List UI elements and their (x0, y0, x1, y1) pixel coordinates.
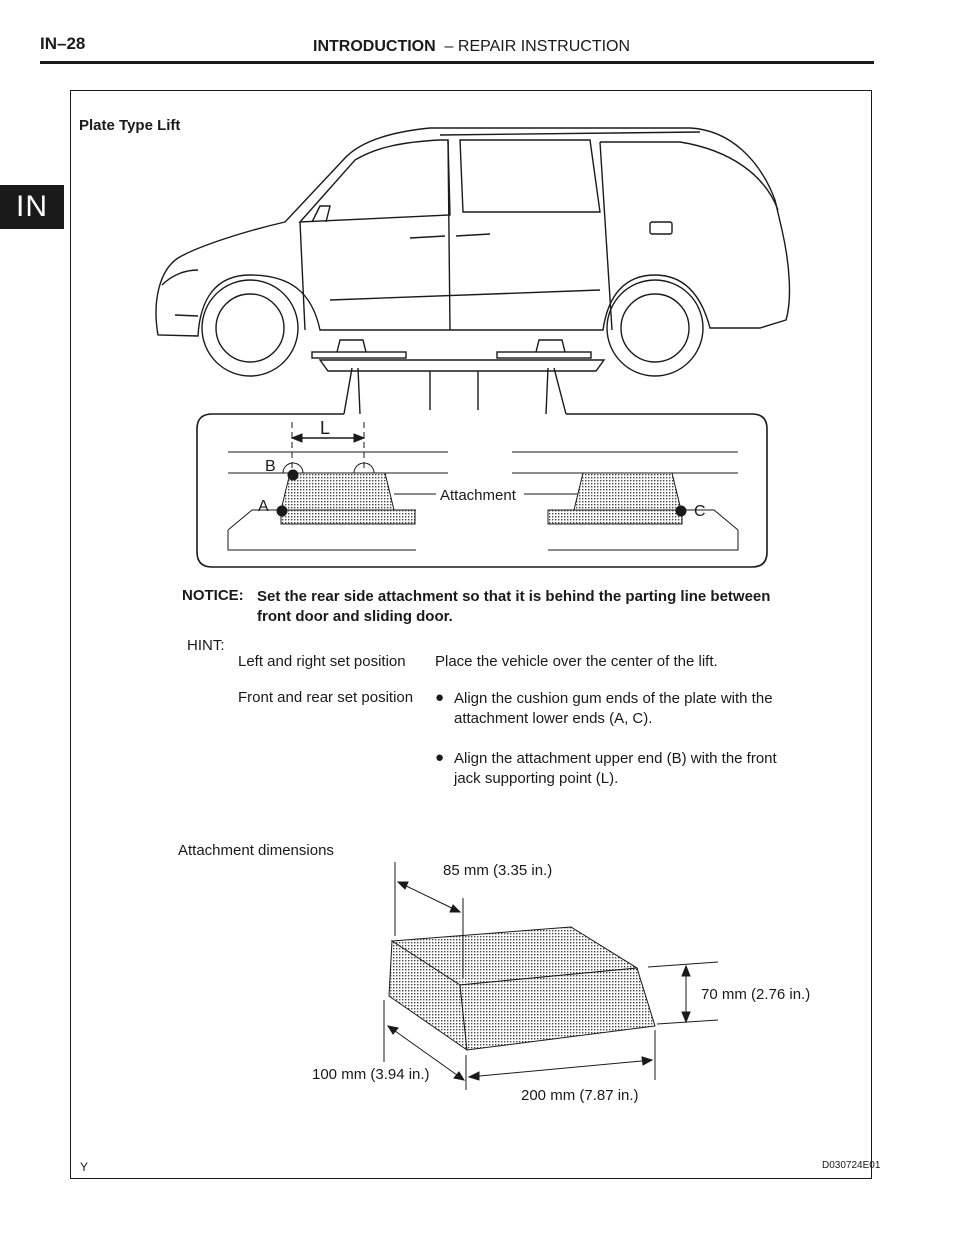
hint-row-2-right: Align the cushion gum ends of the plate with the attachment lower ends (A, C). (454, 690, 773, 727)
hint-row-3-right: Align the attachment upper end (B) with the front jack supporting point (L). (454, 750, 777, 787)
label-attachment: Attachment (440, 487, 516, 504)
page-number: IN–28 (40, 34, 86, 53)
dimensions-title: Attachment dimensions (178, 842, 334, 859)
figure-title: Plate Type Lift (79, 117, 181, 134)
attachment-3d (389, 927, 655, 1050)
dim-height: 70 mm (2.76 in.) (701, 986, 811, 1003)
notice-label: NOTICE: (182, 587, 244, 604)
label-b: B (265, 458, 276, 475)
hint-row-2-left: Front and rear set position (238, 689, 414, 706)
label-l: L (320, 418, 331, 438)
section-title-rest: – REPAIR INSTRUCTION (444, 38, 631, 55)
van-illustration (156, 128, 789, 376)
hint-row-3-bullet: ● (435, 749, 445, 766)
lift-plate (312, 340, 604, 414)
figure-code: D030724E01 (822, 1160, 881, 1171)
hint-row-1-left: Left and right set position (238, 653, 406, 670)
label-a: A (258, 498, 269, 515)
hint-row-2-bullet: ● (435, 689, 445, 706)
label-c: C (694, 503, 706, 520)
dim-width: 200 mm (7.87 in.) (521, 1087, 639, 1104)
footer-left: Y (80, 1160, 89, 1174)
dim-top: 85 mm (3.35 in.) (443, 862, 553, 879)
dim-depth: 100 mm (3.94 in.) (312, 1066, 430, 1083)
side-tab: IN (0, 185, 64, 229)
hint-label: HINT: (187, 637, 225, 654)
hint-row-1-right: Place the vehicle over the center of the lift. (435, 653, 718, 670)
notice-text: Set the rear side attachment so that it is behind the parting line between front door and sliding door. (257, 588, 771, 625)
section-title-bold: INTRODUCTION (313, 38, 436, 55)
